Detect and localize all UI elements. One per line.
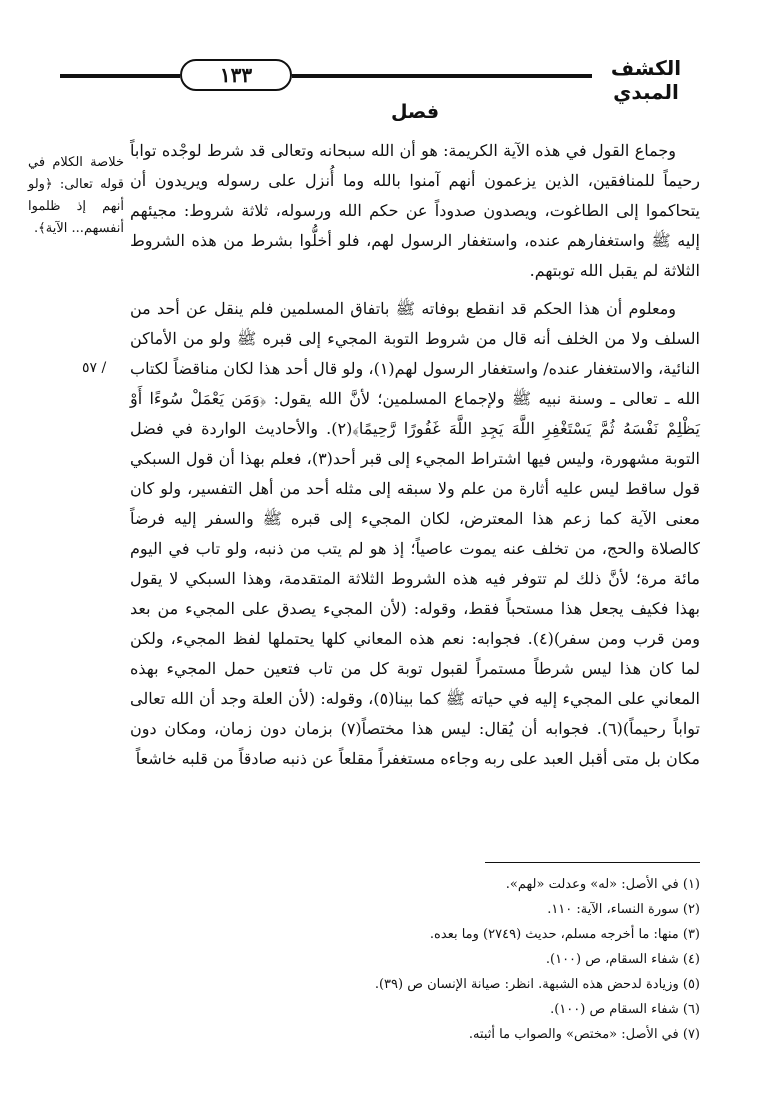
section-title: فصل <box>390 101 440 123</box>
main-text <box>130 136 700 774</box>
header-rule-left <box>60 74 180 78</box>
footnote: (٣) منها: ما أخرجه مسلم، حديث (٢٧٤٩) وما بعده. <box>429 927 700 942</box>
footnotes <box>130 872 700 1047</box>
footnote: (١) في الأصل: «له» وعدلت «لهم». <box>505 877 700 892</box>
footnote: (٢) سورة النساء، الآية: ١١٠. <box>547 902 700 917</box>
footnote: (٧) في الأصل: «مختص» والصواب ما أثبته. <box>468 1027 700 1042</box>
page-number: ١٣٣ <box>180 59 292 91</box>
footnote-separator <box>485 862 700 863</box>
footnote: (٤) شفاء السقام، ص (١٠٠). <box>545 952 700 967</box>
margin-note: خلاصة الكلام في قوله تعالى: ﴿ولو أنهم إذ ظلموا أنفسهم... الآية﴾. <box>28 155 124 236</box>
original-page-marker: / ٥٧ <box>82 360 107 376</box>
running-header <box>60 54 700 104</box>
paragraph: ومعلوم أن هذا الحكم قد انقطع بوفاته ﷺ باتفاق المسلمين فلم ينقل عن أحد من السلف ولا من الخلف أنه قال من شروط التوبة المجيء إلى قبره ﷺ ولو من الأماكن النائية، والاستغفار عنده/ واستغفار الرسول لهم(١)، ولو قال أحد هذا لكان مناقضاً لكتاب الله ـ تعالى ـ وسنة نبيه ﷺ ولإجماع المسلمين؛ لأنَّ الله يقول: ﴿وَمَن يَعْمَلْ سُوءًا أَوْ يَظْلِمْ نَفْسَهُ ثُمَّ يَسْتَغْفِرِ اللَّهَ يَجِدِ اللَّهَ غَفُورًا رَّحِيمًا﴾(٢). والأحاديث الواردة في فضل التوبة مشهورة، وليس فيها اشتراط المجيء إلى قبر أحد(٣)، فعلم بهذا أن قول السبكي قول ساقط ليس عليه أثارة من علم ولا سبقه إلى مثله أحد من أهل التفسير، ولو كان معنى الآية كما زعم هذا المعترض، لكان المجيء إلى قبره ﷺ والسفر إليه فرضاً كالصلاة والحج، من تخلف عنه يموت عاصياً؛ إذ هو لم يتب من ذنبه، ولو تاب في اليوم مائة مرة؛ لأنَّ ذلك لم تتوفر فيه هذه الشروط الثلاثة المتقدمة، وهذا السبكي لا يقول بهذا فكيف يجعل هذا مستحباً فقط، وقوله: (لأن المجيء يصدق على المجيء من بعد ومن قرب ومن سفر)(٤). فجوابه: نعم هذه المعاني كلها يحتملها لفظ المجيء، ولكن لما كان هذا ليس شرطاً مستمراً لقبول توبة كل من تاب فتعين حمل المجيء بهذه المعاني على المجيء إليه في حياته ﷺ كما بينا(٥)، وقوله: (لأن العلة وجد أن الله تعالى تواباً رحيماً)(٦). فجوابه أن يُقال: ليس هذا مختصاً(٧) بزمان دون زمان، ومكان دون مكان بل متى أقبل العبد على ربه وجاءه مستغفراً مقلعاً عن ذنبه صادقاً من قلبه خاشعاً <box>130 299 701 768</box>
book-title: الكشف المبدي <box>610 56 682 104</box>
footnote: (٥) وزيادة لدحض هذه الشبهة. انظر: صيانة الإنسان ص (٣٩). <box>374 977 700 992</box>
paragraph: وجماع القول في هذه الآية الكريمة: هو أن الله سبحانه وتعالى قد شرط لوجْده تواباً رحيماً للمنافقين، الذين يزعمون أنهم آمنوا بالله وما أُنزل على رسوله ويريدون أن يتحاكموا إلى الطاغوت، ويصدون صدوداً عن حكم الله ورسوله، ثلاثة شروط: مجيئهم إليه ﷺ واستغفارهم عنده، واستغفار الرسول لهم، فلو أخلُّوا بشرط من هذه الشروط الثلاثة لم يقبل الله توبتهم. <box>130 141 700 280</box>
header-rule-middle <box>292 74 592 78</box>
footnote: (٦) شفاء السقام ص (١٠٠). <box>550 1002 700 1017</box>
